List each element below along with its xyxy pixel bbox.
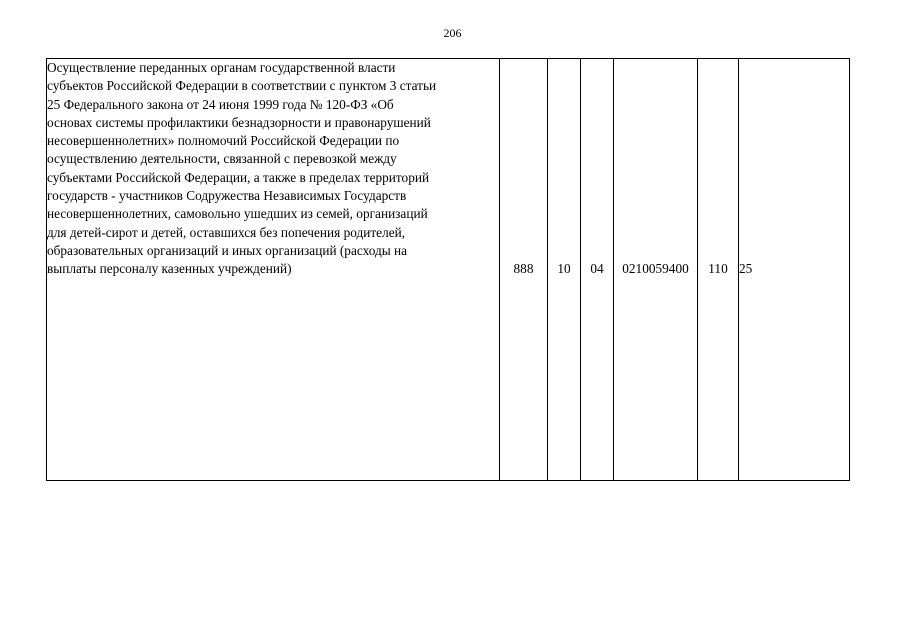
page-number: 206 xyxy=(443,26,462,40)
table-row xyxy=(47,59,850,481)
expense-name-cell xyxy=(47,59,500,481)
subsection-code-cell: 04 xyxy=(581,59,614,481)
grbs-code-cell: 888 xyxy=(500,59,548,481)
expense-type-code-cell: 110 xyxy=(698,59,739,481)
section-code-cell: 10 xyxy=(548,59,581,481)
budget-table xyxy=(46,58,850,481)
target-article-code-cell: 0210059400 xyxy=(614,59,698,481)
expense-name-text: Осуществление переданных органам государственной власти субъектов Российской Федерации в соответствии с пунктом 3 статьи 25 Федерального закона от 24 июня 1999 года № 120-ФЗ «Об основах системы профилактики безнадзорности и правонарушений несовершеннолетних» полномочий Российской Федерации по осуществлению деятельности, связанной с перевозкой между субъектами Российской Федерации, а также в пределах территорий государств - участников Содружества Независимых Государств несовершеннолетних, самовольно ушедших из семей, организаций для детей-сирот и детей, оставшихся без попечения родителей, образовательных организаций и иных организаций (расходы на выплаты персоналу казенных учреждений) xyxy=(47,60,437,277)
amount-cell: 25 xyxy=(739,59,850,481)
